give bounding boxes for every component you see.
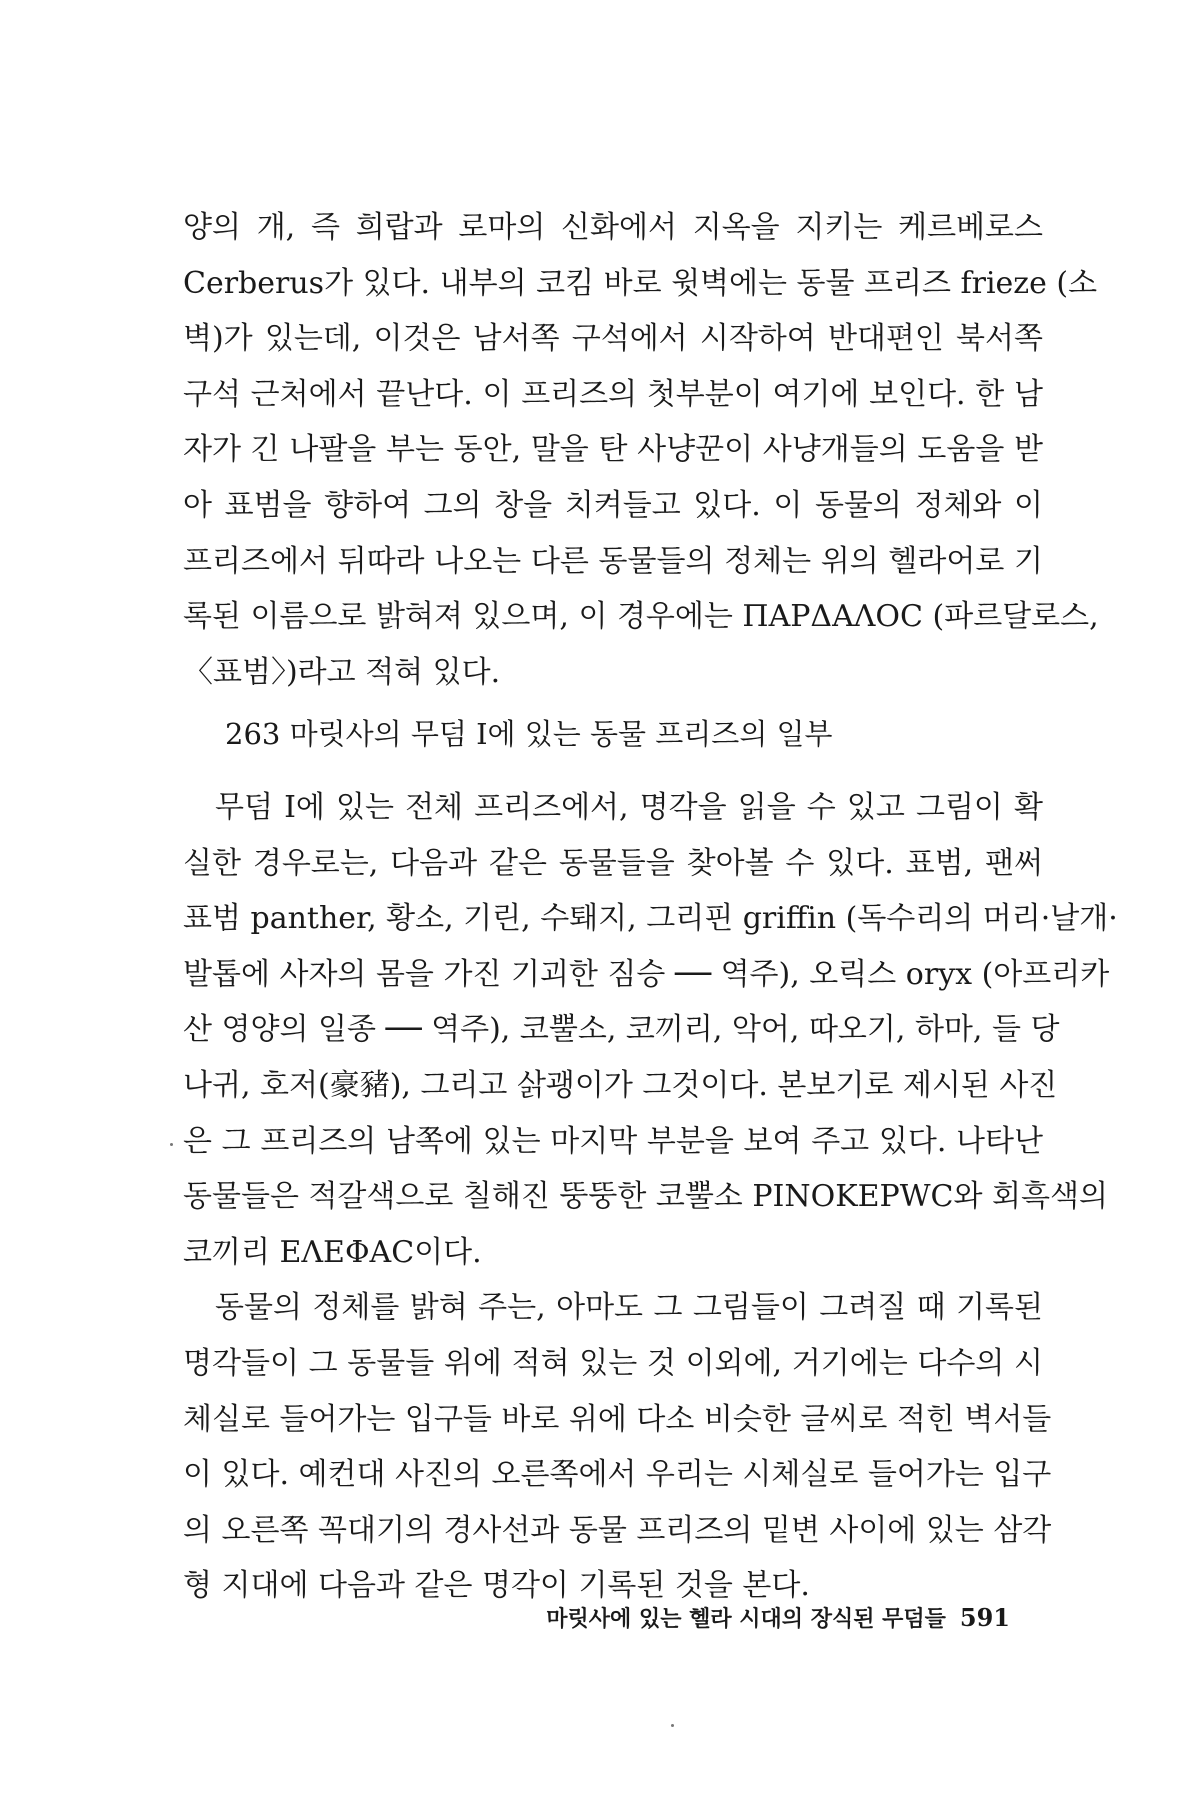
body-line: 의 오른쪽 꼭대기의 경사선과 동물 프리즈의 밑변 사이에 있는 삼각 [183,1512,1052,1548]
intro-paragraph [183,200,1099,700]
intro-line: 록된 이름으로 밝혀져 있으며, 이 경우에는 ΠΑΡΔΑΛΟС (파르달로스, [183,599,1099,635]
body-line: 무덤 I에 있는 전체 프리즈에서, 명각을 읽을 수 있고 그림이 확 [215,790,1043,825]
body-line: 실한 경우로는, 다음과 같은 동물들을 찾아볼 수 있다. 표범, 팬써 [183,845,1043,881]
body-line: 은 그 프리즈의 남쪽에 있는 마지막 부분을 보여 주고 있다. 나타난 [183,1123,1043,1159]
intro-line: Cerberus가 있다. 내부의 코킴 바로 윗벽에는 동물 프리즈 frieze (소 [183,265,1098,301]
body-line: 코끼리 ΕΛΕΦΑϹ이다. [183,1234,482,1270]
body-line: 명각들이 그 동물들 위에 적혀 있는 것 이외에, 거기에는 다수의 시 [183,1345,1043,1381]
intro-line: 〈표범〉)라고 적혀 있다. [183,654,501,690]
intro-line: 아 표범을 향하여 그의 창을 치켜들고 있다. 이 동물의 정체와 이 [183,487,1043,523]
body-line: 산 영양의 일종 ── 역주), 코뿔소, 코끼리, 악어, 따오기, 하마, 들 당 [183,1012,1060,1048]
intro-line: 구석 근처에서 끝난다. 이 프리즈의 첫부분이 여기에 보인다. 한 남 [183,376,1043,412]
scan-speck [671,1724,674,1727]
intro-line: 자가 긴 나팔을 부는 동안, 말을 탄 사냥꾼이 사냥개들의 도움을 받 [183,432,1043,468]
intro-line: 프리즈에서 뒤따라 나오는 다른 동물들의 정체는 위의 헬라어로 기 [183,543,1043,579]
body-line: 표범 panther, 황소, 기린, 수퇘지, 그리핀 griffin (독수리의 머리·날개· [183,901,1118,937]
scan-speck [170,1143,173,1146]
body-line: 발톱에 사자의 몸을 가진 기괴한 짐승 ── 역주), 오릭스 oryx (아프리카 [183,956,1110,992]
intro-line: 벽)가 있는데, 이것은 남서쪽 구석에서 시작하여 반대편인 북서쪽 [183,321,1043,357]
page-footer [540,1598,1010,1639]
body-line: 나귀, 호저(豪豬), 그리고 삵괭이가 그것이다. 본보기로 제시된 사진 [183,1067,1058,1103]
running-head: 마릿사에 있는 헬라 시대의 장식된 무덤들 [546,1606,946,1632]
body-text [183,780,1118,1614]
body-line: 체실로 들어가는 입구들 바로 위에 다소 비슷한 글씨로 적힌 벽서들 [183,1401,1052,1437]
body-line: 형 지대에 다음과 같은 명각이 기록된 것을 본다. [183,1568,810,1604]
body-line: 동물들은 적갈색으로 칠해진 뚱뚱한 코뿔소 ΡΙΝΟΚΕΡWϹ와 회흑색의 [183,1179,1108,1215]
intro-line: 양의 개, 즉 희랍과 로마의 신화에서 지옥을 지키는 케르베로스 [183,210,1043,245]
body-line: 이 있다. 예컨대 사진의 오른쪽에서 우리는 시체실로 들어가는 입구 [183,1457,1052,1493]
page-number: 591 [959,1603,1010,1632]
figure-caption: 263 마릿사의 무덤 I에 있는 동물 프리즈의 일부 [225,717,833,751]
body-line: 동물의 정체를 밝혀 주는, 아마도 그 그림들이 그려질 때 기록된 [215,1290,1043,1326]
